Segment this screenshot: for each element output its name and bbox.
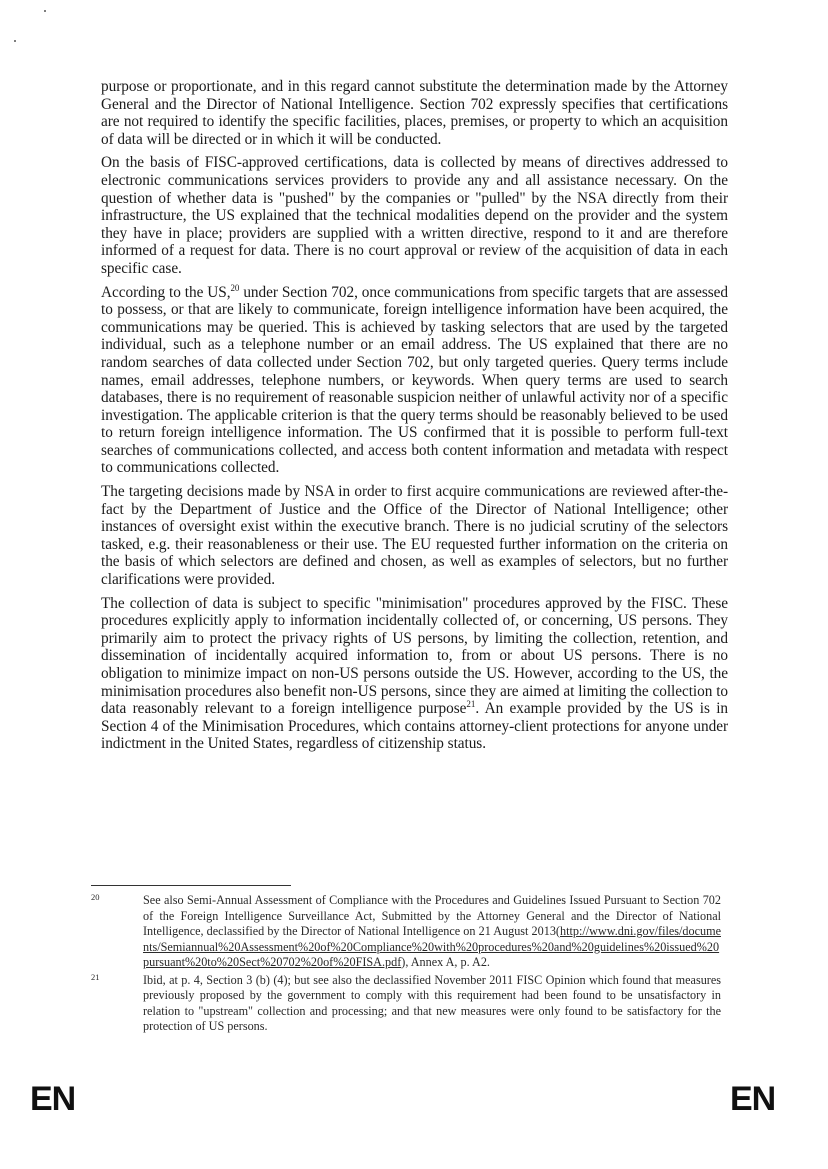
paragraph-5 xyxy=(101,595,728,753)
footnote-text: Ibid, at p. 4, Section 3 (b) (4); but see also the declassified November 2011 FISC Opinion which found that measures previously proposed by the government to comply with this requirement had been found to be unsatisfactory in relation to "upstream" collection and processing; and that new measures were only found to be satisfactory for the protection of US persons. xyxy=(143,972,721,1033)
paragraph-3-text-start: According to the US, xyxy=(101,283,231,301)
footnote-number: 20 xyxy=(91,892,100,902)
paragraph-2: On the basis of FISC-approved certifications, data is collected by means of directives addressed to electronic communications services providers to provide any and all assistance necessary. On the question of whether data is "pushed" by the companies or "pulled" by the NSA directly from their infrastructure, the US explained that the technical modalities depend on the provider and the system they have in place; providers are supplied with a written directive, respond to it and are therefore informed of a request for data. There is no court approval or review of the acquisition of data in each specific case. xyxy=(101,154,728,277)
paragraph-3 xyxy=(101,284,728,478)
scan-speck xyxy=(44,10,46,12)
paragraph-5-text-start: The collection of data is subject to specific "minimisation" procedures approved by the FISC. These procedures explicitly apply to information incidentally collected of, or concerning, US persons. They primarily aim to protect the privacy rights of US persons, by limiting the collection, retention, and dissemination of incidentally acquired information to, from or about US persons. There is no obligation to minimize impact on non-US persons outside the US. However, according to the US, the minimisation procedures also benefit non-US persons, since they are aimed at limiting the collection to data reasonably relevant to a foreign intelligence purpose xyxy=(101,594,728,718)
language-mark-left: EN xyxy=(30,1080,76,1118)
footnote-number: 21 xyxy=(91,971,100,982)
footnote-21 xyxy=(91,973,721,1035)
footnote-text-end: ), Annex A, p. A2. xyxy=(401,955,490,969)
paragraph-3-text-end: under Section 702, once communications from specific targets that are assessed to possess, or that are likely to communicate, foreign intelligence information have been acquired, the communications may be queried. This is achieved by tasking selectors that are used by the targeted individual, such as a telephone number or an email address. The US explained that there are no random searches of data collected under Section 702, but only targeted queries. Query terms include names, email addresses, telephone numbers, or keywords. When query terms are used to search databases, there is no requirement of reasonable suspicion neither of unlawful activity nor of a specific investigation. The applicable criterion is that the query terms should be reasonably believed to be used to return foreign intelligence information. The US confirmed that it is possible to perform full-text searches of communications collected, and access both content information and metadata with respect to communications collected. xyxy=(101,283,728,477)
footnote-20 xyxy=(91,893,721,971)
paragraph-4: The targeting decisions made by NSA in order to first acquire communications are reviewed after-the-fact by the Department of Justice and the Office of the Director of National Intelligence; other instances of oversight exist within the executive branch. There is no judicial scrutiny of the selectors tasked, e.g. their reasonableness or their use. The EU requested further information on the criteria on the basis of which selectors are defined and chosen, as well as examples of selectors, but no further clarifications were provided. xyxy=(101,483,728,589)
scan-speck xyxy=(14,40,16,42)
footnotes xyxy=(91,893,721,1037)
body-text xyxy=(101,78,728,759)
footnote-separator xyxy=(91,885,291,886)
paragraph-5-text-end: . An example provided by the US is in Section 4 of the Minimisation Procedures, which contains attorney-client protections for anyone under indictment in the United States, regardless of citizenship status. xyxy=(101,700,729,753)
footnote-ref-20[interactable]: 20 xyxy=(230,282,240,293)
footnote-ref-21[interactable]: 21 xyxy=(466,699,476,710)
footnote-link[interactable]: http://www.dni.gov/files/documents/Semiannual%20Assessment%20of%20Compliance%20with%20procedures%20and%20guidelines%20issued%20pursuant%20to%20Sect%20702%20of%20FISA.pdf xyxy=(143,924,721,969)
footnote-text: See also Semi-Annual Assessment of Compliance with the Procedures and Guidelines Issued Pursuant to Section 702 of the Foreign Intelligence Surveillance Act, Submitted by the Attorney General and the Director of National Intelligence, declassified by the Director of National Intelligence on 21 August 2013( xyxy=(143,893,721,938)
paragraph-1: purpose or proportionate, and in this regard cannot substitute the determination made by the Attorney General and the Director of National Intelligence. Section 702 expressly specifies that certifications are not required to identify the specific facilities, places, premises, or property to which an acquisition of data will be directed or in which it will be conducted. xyxy=(101,78,728,148)
language-mark-right: EN xyxy=(730,1080,776,1118)
